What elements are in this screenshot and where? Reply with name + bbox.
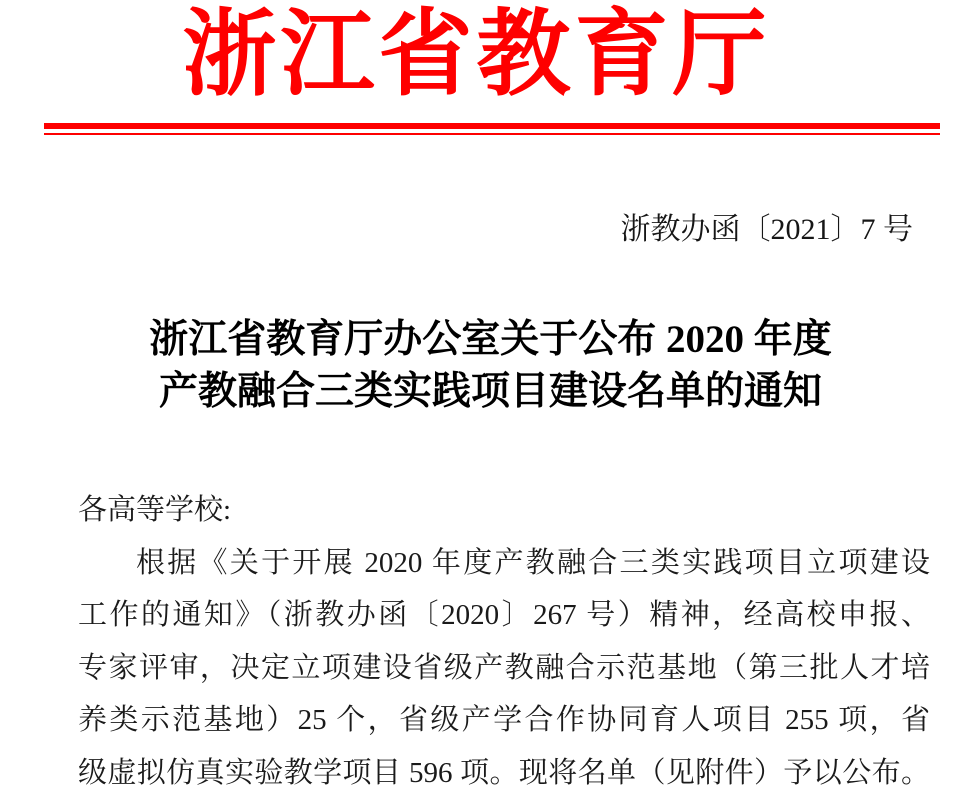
paragraph-line: 工作的通知》（浙教办函〔2020〕267 号）精神，经高校申报、 [78, 599, 930, 631]
document-title [38, 314, 943, 418]
document-title-line-2: 产教融合三类实践项目建设名单的通知 [158, 370, 822, 413]
letterhead-rule-thick [44, 123, 940, 129]
paragraph-line: 级虚拟仿真实验教学项目 596 项。现将名单（见附件）予以公布。 [78, 756, 930, 789]
paragraph-line: 专家评审，决定立项建设省级产教融合示范基地（第三批人才培 [78, 651, 930, 684]
letterhead-agency-name: 浙江省教育厅 [182, 3, 771, 107]
document-number: 浙教办函〔2021〕7 号 [620, 213, 913, 246]
paragraph-line: 根据《关于开展 2020 年度产教融合三类实践项目立项建设 [136, 546, 930, 579]
letterhead-rule-thin [44, 133, 940, 135]
salutation: 各高等学校: [78, 494, 232, 526]
document-title-line-1: 浙江省教育厅办公室关于公布 2020 年度 [149, 318, 832, 361]
paragraph-line: 养类示范基地）25 个，省级产学合作协同育人项目 255 项，省 [78, 704, 930, 736]
document-body [78, 484, 930, 799]
